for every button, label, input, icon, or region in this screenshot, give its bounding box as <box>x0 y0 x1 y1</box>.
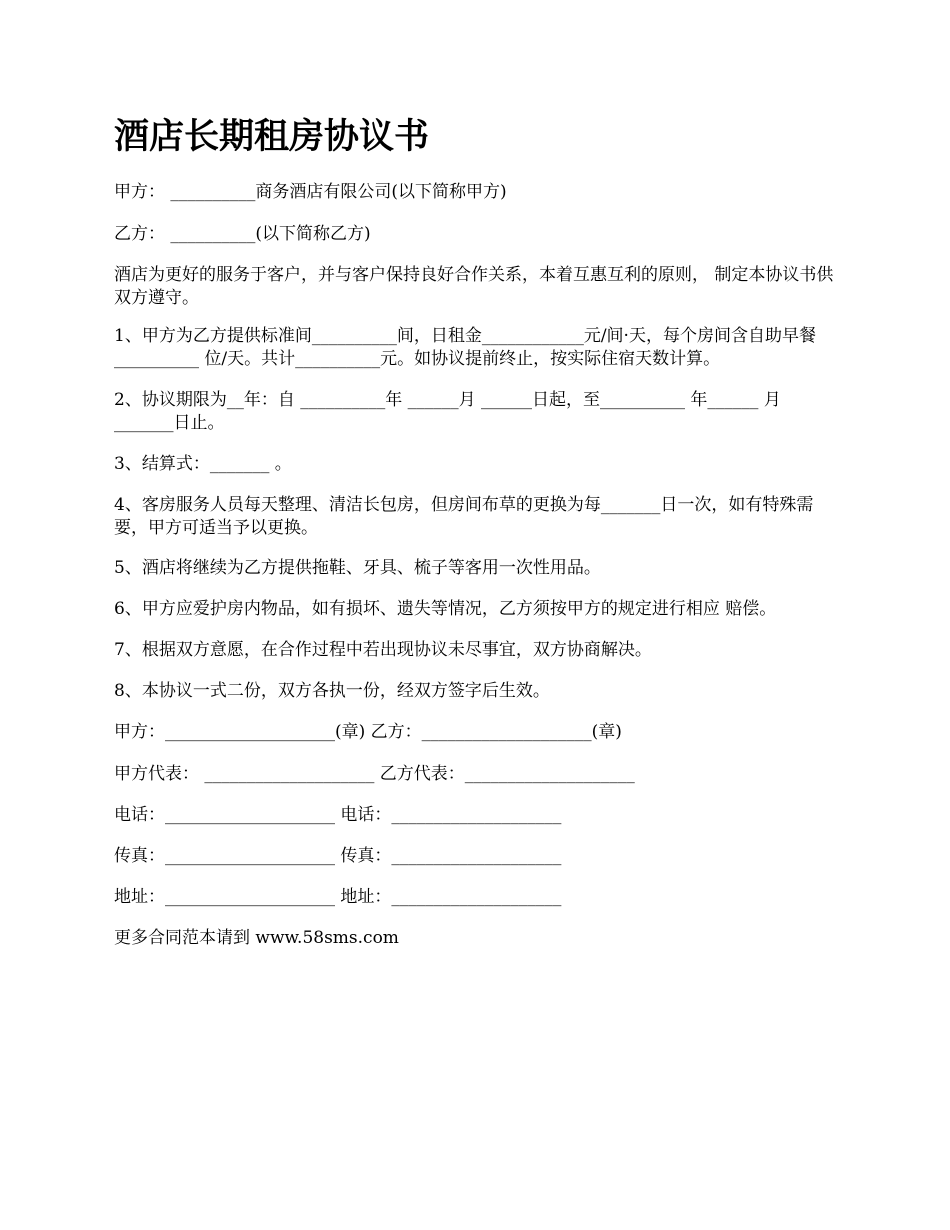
signature-representative-line: 甲方代表： ____________________ 乙方代表：____________________ <box>114 764 635 784</box>
clause-6: 6、甲方应爱护房内物品，如有损坏、遗失等情况，乙方须按甲方的规定进行相应 赔偿。 <box>114 599 777 619</box>
clause-3: 3、结算式：_______ 。 <box>114 454 292 474</box>
signature-phone-line: 电话：____________________ 电话：____________________ <box>114 805 562 825</box>
party-b-line: 乙方： __________(以下简称乙方) <box>114 224 371 244</box>
clause-1: 1、甲方为乙方提供标准间__________间，日租金____________元/间·天，每个房间含自助早餐__________ 位/天。共计__________元。如协议提前终止，按实际住宿天数计算。 <box>114 326 816 369</box>
clause-5: 5、酒店将继续为乙方提供拖鞋、牙具、梳子等客用一次性用品。 <box>114 558 601 578</box>
clause-8: 8、本协议一式二份，双方各执一份，经双方签字后生效。 <box>114 681 550 701</box>
document-title: 酒店长期租房协议书 <box>114 116 430 157</box>
clause-2: 2、协议期限为__年：自 __________年 ______月 ______日起，至__________ 年______ 月_______日止。 <box>114 390 781 433</box>
clause-7: 7、根据双方意愿，在合作过程中若出现协议未尽事宜，双方协商解决。 <box>114 640 652 660</box>
signature-address-line: 地址：____________________ 地址：____________________ <box>114 887 562 907</box>
party-a-line: 甲方： __________商务酒店有限公司(以下简称甲方) <box>114 182 507 202</box>
intro-paragraph: 酒店为更好的服务于客户，并与客户保持良好合作关系，本着互惠互利的原则， 制定本协议书供双方遵守。 <box>114 265 834 308</box>
signature-seal-line: 甲方：____________________(章) 乙方：____________________(章) <box>114 722 622 742</box>
signature-fax-line: 传真：____________________ 传真：____________________ <box>114 846 562 866</box>
clause-4: 4、客房服务人员每天整理、清洁长包房，但房间布草的更换为每_______日一次，如有特殊需要，甲方可适当予以更换。 <box>114 495 814 538</box>
footer-note: 更多合同范本请到 www.58sms.com <box>114 928 399 948</box>
